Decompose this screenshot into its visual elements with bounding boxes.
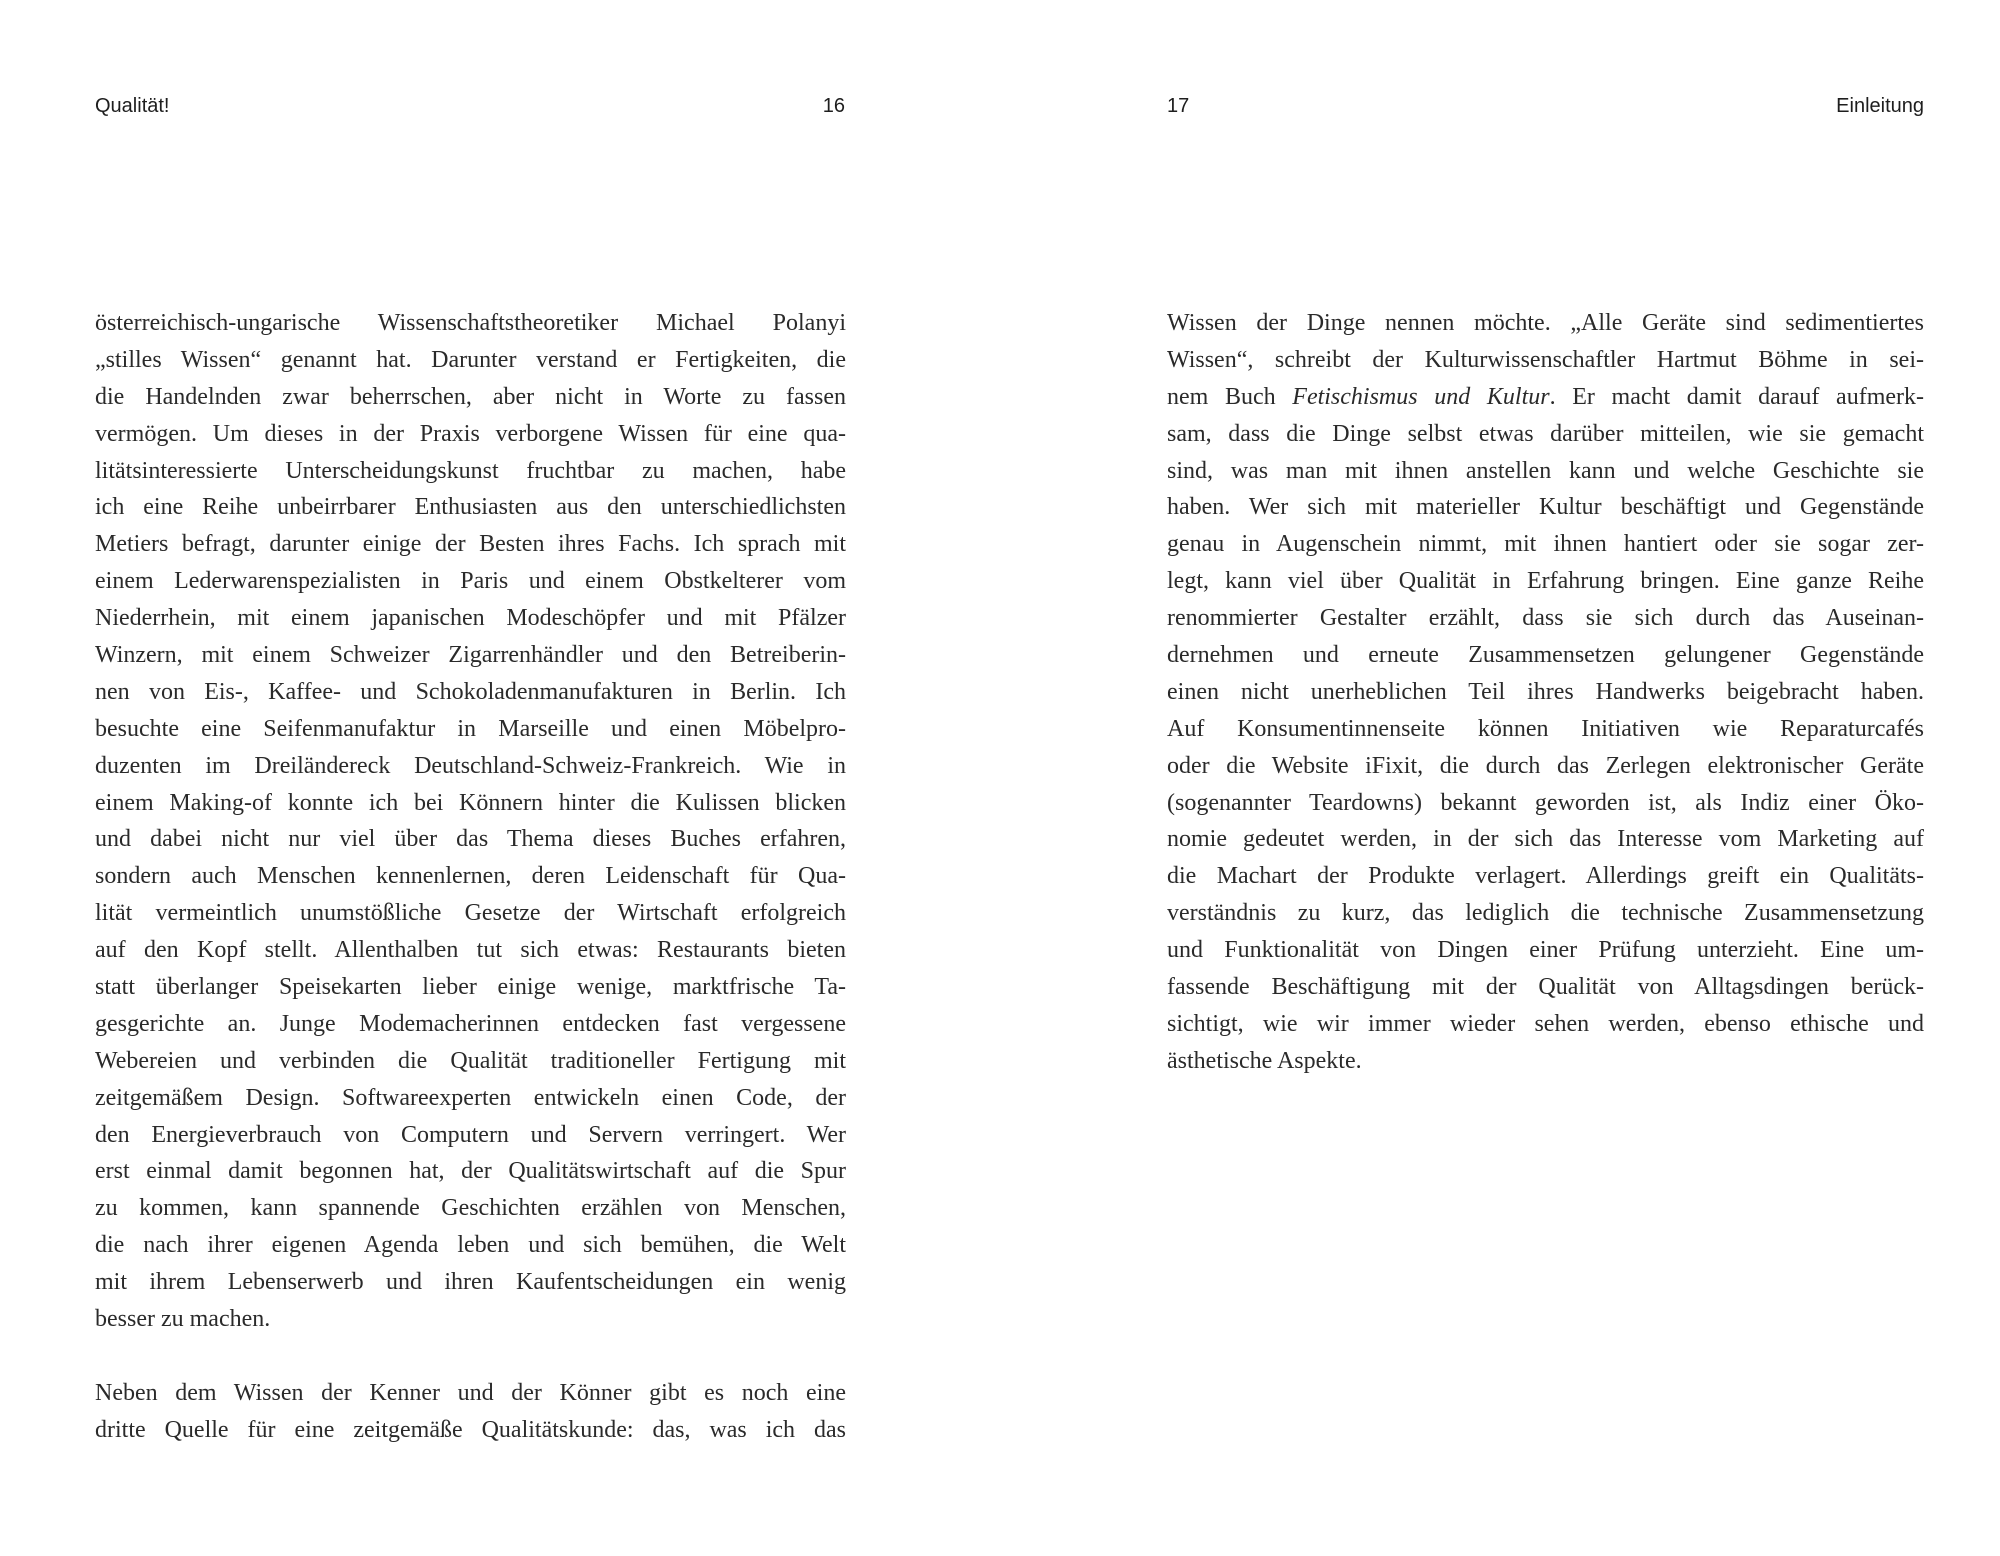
text-line: verständnis zu kurz, das lediglich die technische Zusammensetzung <box>1167 900 1924 927</box>
text-line: sam, dass die Dinge selbst etwas darüber mitteilen, wie sie gemacht <box>1167 420 1924 447</box>
left-paragraph-1 <box>95 305 846 1338</box>
text-line: genau in Augenschein nimmt, mit ihnen hantiert oder sie sogar zer- <box>1167 531 1924 558</box>
right-running-head: Einleitung <box>1836 95 1924 117</box>
left-page-number: 16 <box>822 95 845 117</box>
text-line: oder die Website iFixit, die durch das Zerlegen elektronischer Geräte <box>1167 752 1924 779</box>
text-line: lität vermeintlich unumstößliche Gesetze der Wirtschaft erfolgreich <box>95 900 846 927</box>
text-line: Webereien und verbinden die Qualität traditioneller Fertigung mit <box>95 1047 846 1074</box>
text-line: Neben dem Wissen der Kenner und der Könner gibt es noch eine <box>95 1379 846 1406</box>
text-line: und dabei nicht nur viel über das Thema dieses Buches erfahren, <box>95 826 846 853</box>
text-line: gesgerichte an. Junge Modemacherinnen entdecken fast vergessene <box>95 1010 846 1037</box>
text-line: dernehmen und erneute Zusammensetzen gelungener Gegenstände <box>1167 642 1924 669</box>
text-line: auf den Kopf stellt. Allenthalben tut sich etwas: Restaurants bieten <box>95 937 846 964</box>
text-segment: nem Buch <box>1167 383 1293 410</box>
text-line: den Energieverbrauch von Computern und Servern verringert. Wer <box>95 1121 846 1148</box>
text-segment: . Er macht damit darauf aufmerk- <box>1549 383 1924 410</box>
text-line: mit ihrem Lebenserwerb und ihren Kaufentscheidungen ein wenig <box>95 1269 846 1296</box>
text-line: sondern auch Menschen kennenlernen, deren Leidenschaft für Qua- <box>95 863 846 890</box>
text-line: erst einmal damit begonnen hat, der Qualitätswirtschaft auf die Spur <box>95 1158 846 1185</box>
text-line: sind, was man mit ihnen anstellen kann und welche Geschichte sie <box>1167 457 1924 484</box>
right-paragraph-1 <box>1167 305 1924 1080</box>
text-line: statt überlanger Speisekarten lieber einige wenige, marktfrische Ta- <box>95 974 846 1001</box>
text-line: renommierter Gestalter erzählt, dass sie sich durch das Auseinan- <box>1167 605 1924 632</box>
text-line: litätsinteressierte Unterscheidungskunst fruchtbar zu machen, habe <box>95 457 846 484</box>
text-line: österreichisch-ungarische Wissenschaftstheoretiker Michael Polanyi <box>95 310 846 336</box>
right-body-text <box>1167 305 1924 1080</box>
text-line: die nach ihrer eigenen Agenda leben und sich bemühen, die Welt <box>95 1232 846 1259</box>
text-line: duzenten im Dreiländereck Deutschland-Schweiz-Frankreich. Wie in <box>95 752 846 779</box>
text-line: ästhetische Aspekte. <box>1167 1047 1362 1074</box>
text-line: einem Lederwarenspezialisten in Paris und einem Obstkelterer vom <box>95 568 846 595</box>
text-line: Wissen der Dinge nennen möchte. „Alle Geräte sind sedimentiertes <box>1167 310 1924 336</box>
text-line: Metiers befragt, darunter einige der Besten ihres Fachs. Ich sprach mit <box>95 531 846 558</box>
text-line: Wissen“, schreibt der Kulturwissenschaftler Hartmut Böhme in sei- <box>1167 346 1924 373</box>
text-line: und Funktionalität von Dingen einer Prüfung unterzieht. Eine um- <box>1167 937 1924 964</box>
text-line: Auf Konsumentinnenseite können Initiativen wie Reparaturcafés <box>1167 715 1924 742</box>
text-line: sichtigt, wie wir immer wieder sehen werden, ebenso ethische und <box>1167 1010 1924 1037</box>
text-line: legt, kann viel über Qualität in Erfahrung bringen. Eine ganze Reihe <box>1167 568 1924 595</box>
text-line: zeitgemäßem Design. Softwareexperten entwickeln einen Code, der <box>95 1084 846 1111</box>
left-running-head: Qualität! <box>95 95 170 117</box>
text-line-with-title <box>1167 379 1924 416</box>
text-line: „stilles Wissen“ genannt hat. Darunter verstand er Fertigkeiten, die <box>95 346 846 373</box>
left-paragraph-2 <box>95 1375 846 1449</box>
text-line: fassende Beschäftigung mit der Qualität von Alltagsdingen berück- <box>1167 974 1924 1001</box>
right-page <box>1000 0 2000 1556</box>
text-line: die Machart der Produkte verlagert. Allerdings greift ein Qualitäts- <box>1167 863 1924 890</box>
paragraph-gap <box>95 1338 846 1375</box>
right-page-number: 17 <box>1167 95 1190 117</box>
left-body-text <box>95 305 846 1449</box>
text-line: Winzern, mit einem Schweizer Zigarrenhändler und den Betreiberin- <box>95 642 846 669</box>
text-line: vermögen. Um dieses in der Praxis verborgene Wissen für eine qua- <box>95 420 846 447</box>
text-line: einen nicht unerheblichen Teil ihres Handwerks beigebracht haben. <box>1167 678 1924 705</box>
text-line: dritte Quelle für eine zeitgemäße Qualitätskunde: das, was ich das <box>95 1416 846 1443</box>
text-line: besser zu machen. <box>95 1306 271 1333</box>
text-line: haben. Wer sich mit materieller Kultur beschäftigt und Gegenstände <box>1167 494 1924 521</box>
text-line: besuchte eine Seifenmanufaktur in Marseille und einen Möbelpro- <box>95 715 846 742</box>
text-line: die Handelnden zwar beherrschen, aber nicht in Worte zu fassen <box>95 383 846 410</box>
text-line: nen von Eis-, Kaffee- und Schokoladenmanufakturen in Berlin. Ich <box>95 678 846 705</box>
text-line: einem Making-of konnte ich bei Könnern hinter die Kulissen blicken <box>95 789 846 816</box>
text-line: ich eine Reihe unbeirrbarer Enthusiasten aus den unterschiedlichsten <box>95 494 846 521</box>
text-line: zu kommen, kann spannende Geschichten erzählen von Menschen, <box>95 1195 846 1222</box>
text-line: nomie gedeutet werden, in der sich das Interesse vom Marketing auf <box>1167 826 1924 853</box>
text-line: Niederrhein, mit einem japanischen Modeschöpfer und mit Pfälzer <box>95 605 846 632</box>
text-line: (sogenannter Teardowns) bekannt geworden ist, als Indiz einer Öko- <box>1167 789 1924 816</box>
book-title: Fetischismus und Kultur <box>1292 383 1550 410</box>
